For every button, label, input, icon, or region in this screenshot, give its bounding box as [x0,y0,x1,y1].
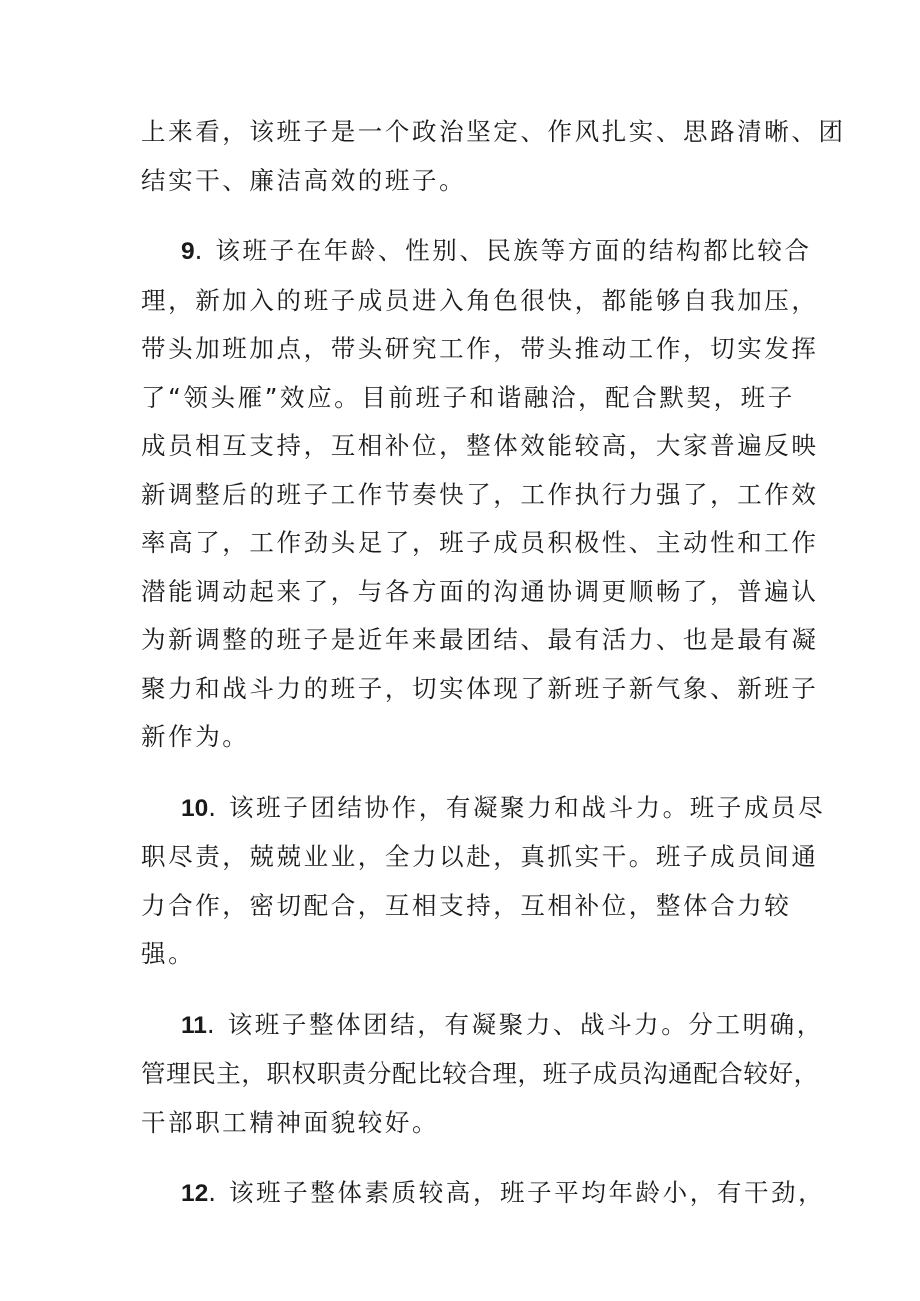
text-line: 为新调整的班子是近年来最团结、最有活力、也是最有凝 [141,625,819,654]
text-line: 强。 [141,939,196,968]
text-line [141,1001,824,1051]
text-line-content: . 该班子团结协作，有凝聚力和战斗力。班子成员尽 [208,792,826,822]
text-line-content: . 该班子整体素质较高，班子平均年龄小，有干劲， [208,1178,826,1207]
text-line: 聚力和战斗力的班子，切实体现了新班子新气象、新班子 [141,673,819,703]
paragraph-12 [141,1169,826,1219]
text-line: 成员相互支持，互相补位，整体效能较高，大家普遍反映 [141,431,819,460]
item-number: 10 [181,794,209,822]
text-line [141,227,812,277]
text-line-content: . 该班子整体团结，有凝聚力、战斗力。分工明确， [206,1009,824,1039]
document-body [141,108,846,1241]
item-number: 11 [181,1011,207,1039]
paragraph-11 [141,1001,824,1148]
item-number: 9 [181,238,195,265]
text-line: 理，新加入的班子成员进入角色很快，都能够自我加压， [141,285,819,315]
text-line: 职尽责，兢兢业业，全力以赴，真抓实干。班子成员间通 [141,842,819,871]
paragraph-8-continued [141,108,846,205]
text-line: 了“领头雁”效应。目前班子和谐融洽，配合默契，班子 [141,382,795,412]
text-line: 新作为。 [141,722,250,751]
text-line: 潜能调动起来了，与各方面的沟通协调更顺畅了，普遍认 [141,576,819,606]
paragraph-10 [141,784,826,979]
text-line: 上来看，该班子是一个政治坚定、作风扎实、思路清晰、团 [141,117,846,146]
text-line: 力合作，密切配合，互相支持，互相补位，整体合力较 [141,890,792,920]
text-line: 管理民主，职权职责分配比较合理，班子成员沟通配合较好， [141,1059,819,1088]
text-line-content: . 该班子在年龄、性别、民族等方面的结构都比较合 [194,236,812,265]
text-line: 带头加班加点，带头研究工作，带头推动工作，切实发挥 [141,334,819,363]
text-line [141,784,826,834]
text-line: 新调整后的班子工作节奏快了，工作执行力强了，工作效 [141,479,819,509]
text-line: 结实干、廉洁高效的班子。 [141,165,467,195]
text-line: 率高了，工作劲头足了，班子成员积极性、主动性和工作 [141,528,819,557]
text-line: 干部职工精神面貌较好。 [141,1107,440,1137]
item-number: 12 [181,1180,209,1207]
paragraph-9 [141,227,819,762]
text-line [141,1169,826,1219]
